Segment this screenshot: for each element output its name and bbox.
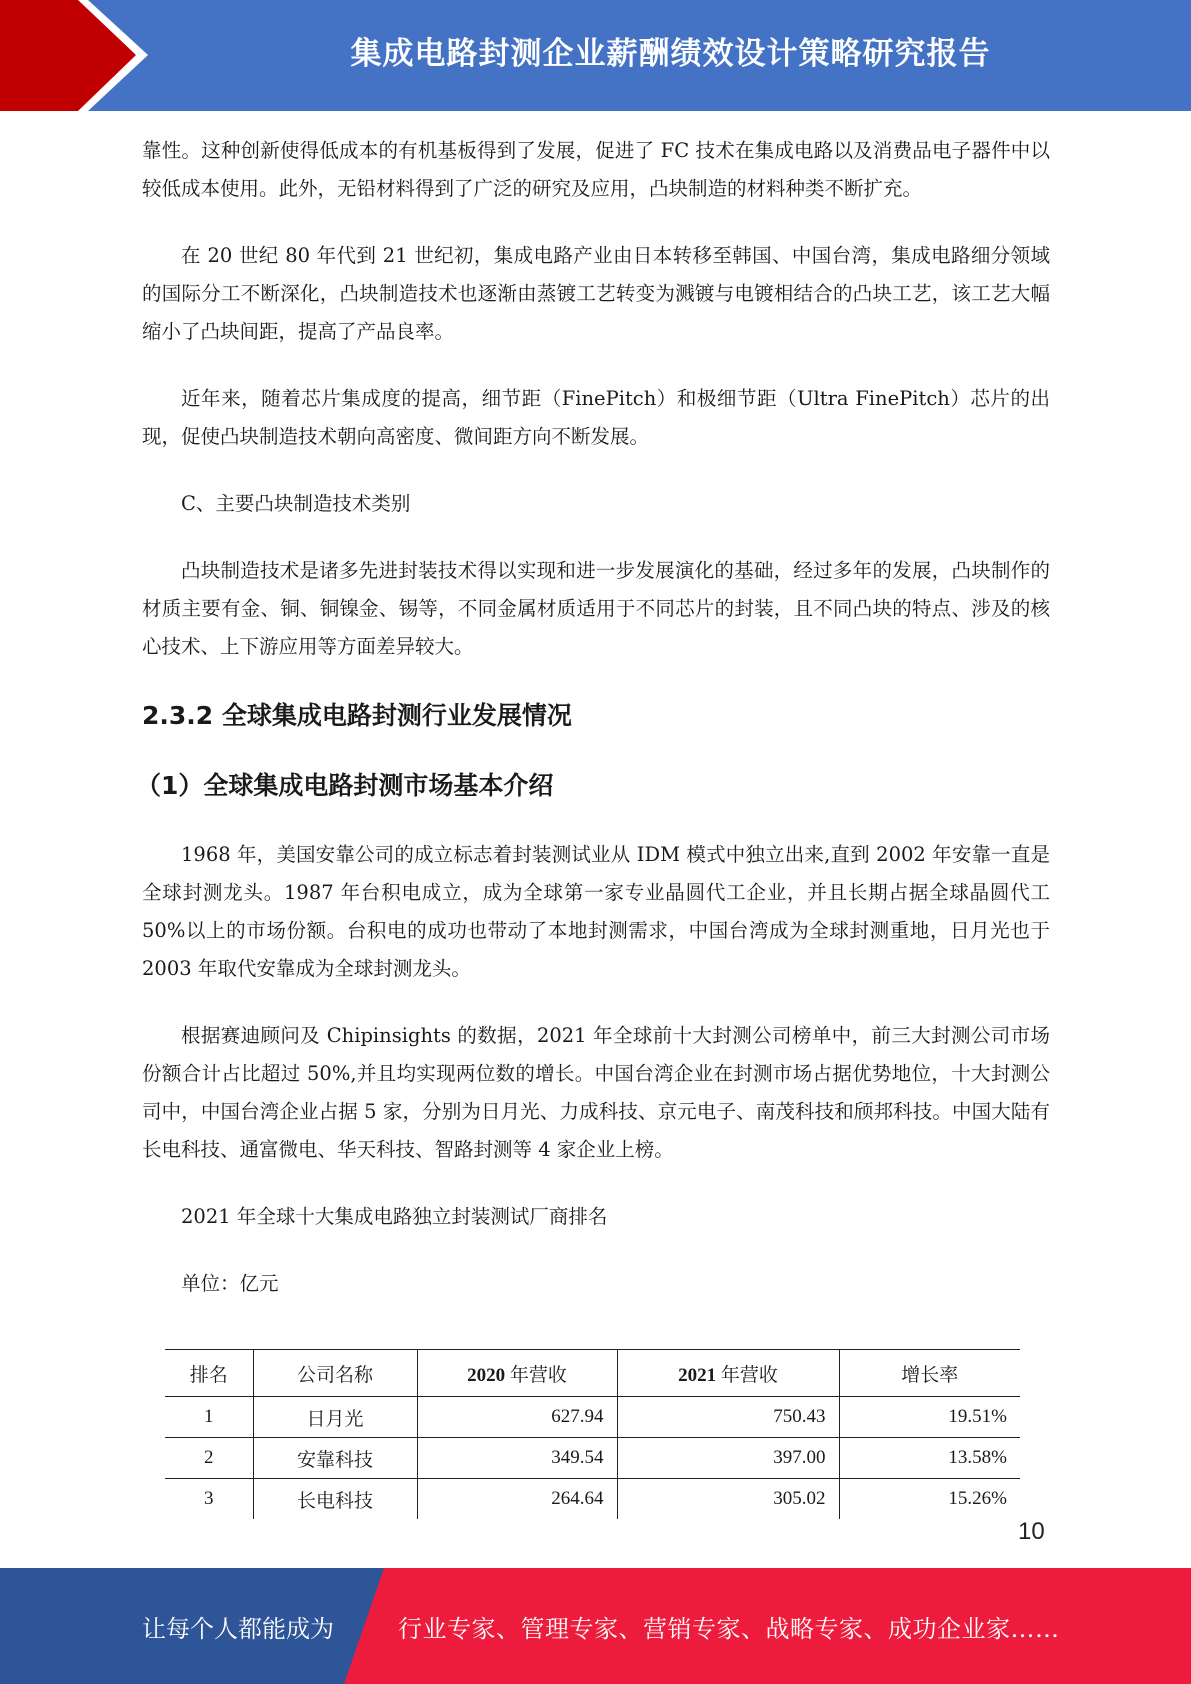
header-company: 公司名称 <box>253 1350 417 1397</box>
footer-slogan-left: 让每个人都能成为 <box>142 1614 334 1643</box>
section-heading: 2.3.2 全球集成电路封测行业发展情况 <box>142 701 572 730</box>
paragraph: 根据赛迪顾问及 Chipinsights 的数据，2021 年全球前十大封测公司榜单中，前三大封测公司市场份额合计占比超过 50%,并且均实现两位数的增长。中国台湾企业在封测市场占据优势地位，十大封测公司中，中国台湾企业占据 5 家，分别为日月光、力成科技、京元电子、南茂科技和颀邦科技。中国大陆有长电科技、通富微电、华天科技、智路封测等 4 家企业上榜。 <box>142 1024 1050 1161</box>
cell-revenue-2020: 349.54 <box>417 1438 617 1479</box>
page-footer <box>0 1568 1191 1684</box>
cell-company: 日月光 <box>253 1397 417 1438</box>
cell-revenue-2020: 627.94 <box>417 1397 617 1438</box>
table-row <box>165 1397 1020 1438</box>
cell-rank: 2 <box>204 1447 214 1468</box>
table-row <box>165 1438 1020 1479</box>
table-row <box>165 1479 1020 1520</box>
header-revenue-2020: 2020 年营收 <box>417 1350 617 1397</box>
cell-revenue-2021: 750.43 <box>617 1397 839 1438</box>
table-unit: 单位：亿元 <box>181 1272 279 1295</box>
paragraph: 近年来，随着芯片集成度的提高，细节距（FinePitch）和极细节距（Ultra FinePitch）芯片的出现，促使凸块制造技术朝向高密度、微间距方向不断发展。 <box>142 387 1050 448</box>
paragraph: 1968 年，美国安靠公司的成立标志着封装测试业从 IDM 模式中独立出来,直到 2002 年安靠一直是全球封测龙头。1987 年台积电成立，成为全球第一家专业晶圆代工企业，并且长期占据全球晶圆代工 50%以上的市场份额。台积电的成功也带动了本地封测需求，中国台湾成为全球封测重地，日月光也于 2003 年取代安靠成为全球封测龙头。 <box>142 843 1050 980</box>
cell-company: 长电科技 <box>253 1479 417 1520</box>
table-header-row <box>165 1350 1020 1397</box>
cell-revenue-2021: 397.00 <box>617 1438 839 1479</box>
paragraph: 靠性。这种创新使得低成本的有机基板得到了发展，促进了 FC 技术在集成电路以及消费品电子器件中以较低成本使用。此外，无铅材料得到了广泛的研究及应用，凸块制造的材料种类不断扩充。 <box>142 139 1050 200</box>
cell-growth: 13.58% <box>839 1438 1020 1479</box>
cell-growth: 19.51% <box>839 1397 1020 1438</box>
table-caption: 2021 年全球十大集成电路独立封装测试厂商排名 <box>181 1205 608 1228</box>
ranking-table <box>165 1349 1020 1519</box>
cell-company: 安靠科技 <box>253 1438 417 1479</box>
paragraph: 凸块制造技术是诸多先进封装技术得以实现和进一步发展演化的基础，经过多年的发展，凸块制作的材质主要有金、铜、铜镍金、锡等，不同金属材质适用于不同芯片的封装，且不同凸块的特点、涉及的核心技术、上下游应用等方面差异较大。 <box>142 559 1050 658</box>
cell-growth: 15.26% <box>839 1479 1020 1520</box>
header-growth: 增长率 <box>839 1350 1020 1397</box>
cell-rank: 3 <box>204 1488 214 1509</box>
cell-revenue-2020: 264.64 <box>417 1479 617 1520</box>
cell-rank: 1 <box>204 1406 214 1427</box>
page-number: 10 <box>1018 1518 1045 1545</box>
paragraph: 在 20 世纪 80 年代到 21 世纪初，集成电路产业由日本转移至韩国、中国台湾，集成电路细分领域的国际分工不断深化，凸块制造技术也逐渐由蒸镀工艺转变为溅镀与电镀相结合的凸块工艺，该工艺大幅缩小了凸块间距，提高了产品良率。 <box>142 244 1050 343</box>
document-body <box>136 132 1050 1303</box>
red-chevron-icon <box>0 0 160 111</box>
cell-revenue-2021: 305.02 <box>617 1479 839 1520</box>
header-rank: 排名 <box>189 1364 228 1386</box>
page-header <box>0 0 1191 111</box>
footer-slogan-right: 行业专家、管理专家、营销专家、战略专家、成功企业家…… <box>398 1614 1060 1643</box>
subsection-label: C、主要凸块制造技术类别 <box>181 492 411 515</box>
header-revenue-2021: 2021 年营收 <box>617 1350 839 1397</box>
report-title: 集成电路封测企业薪酬绩效设计策略研究报告 <box>350 35 991 72</box>
subsection-heading: （1）全球集成电路封测市场基本介绍 <box>136 771 554 800</box>
